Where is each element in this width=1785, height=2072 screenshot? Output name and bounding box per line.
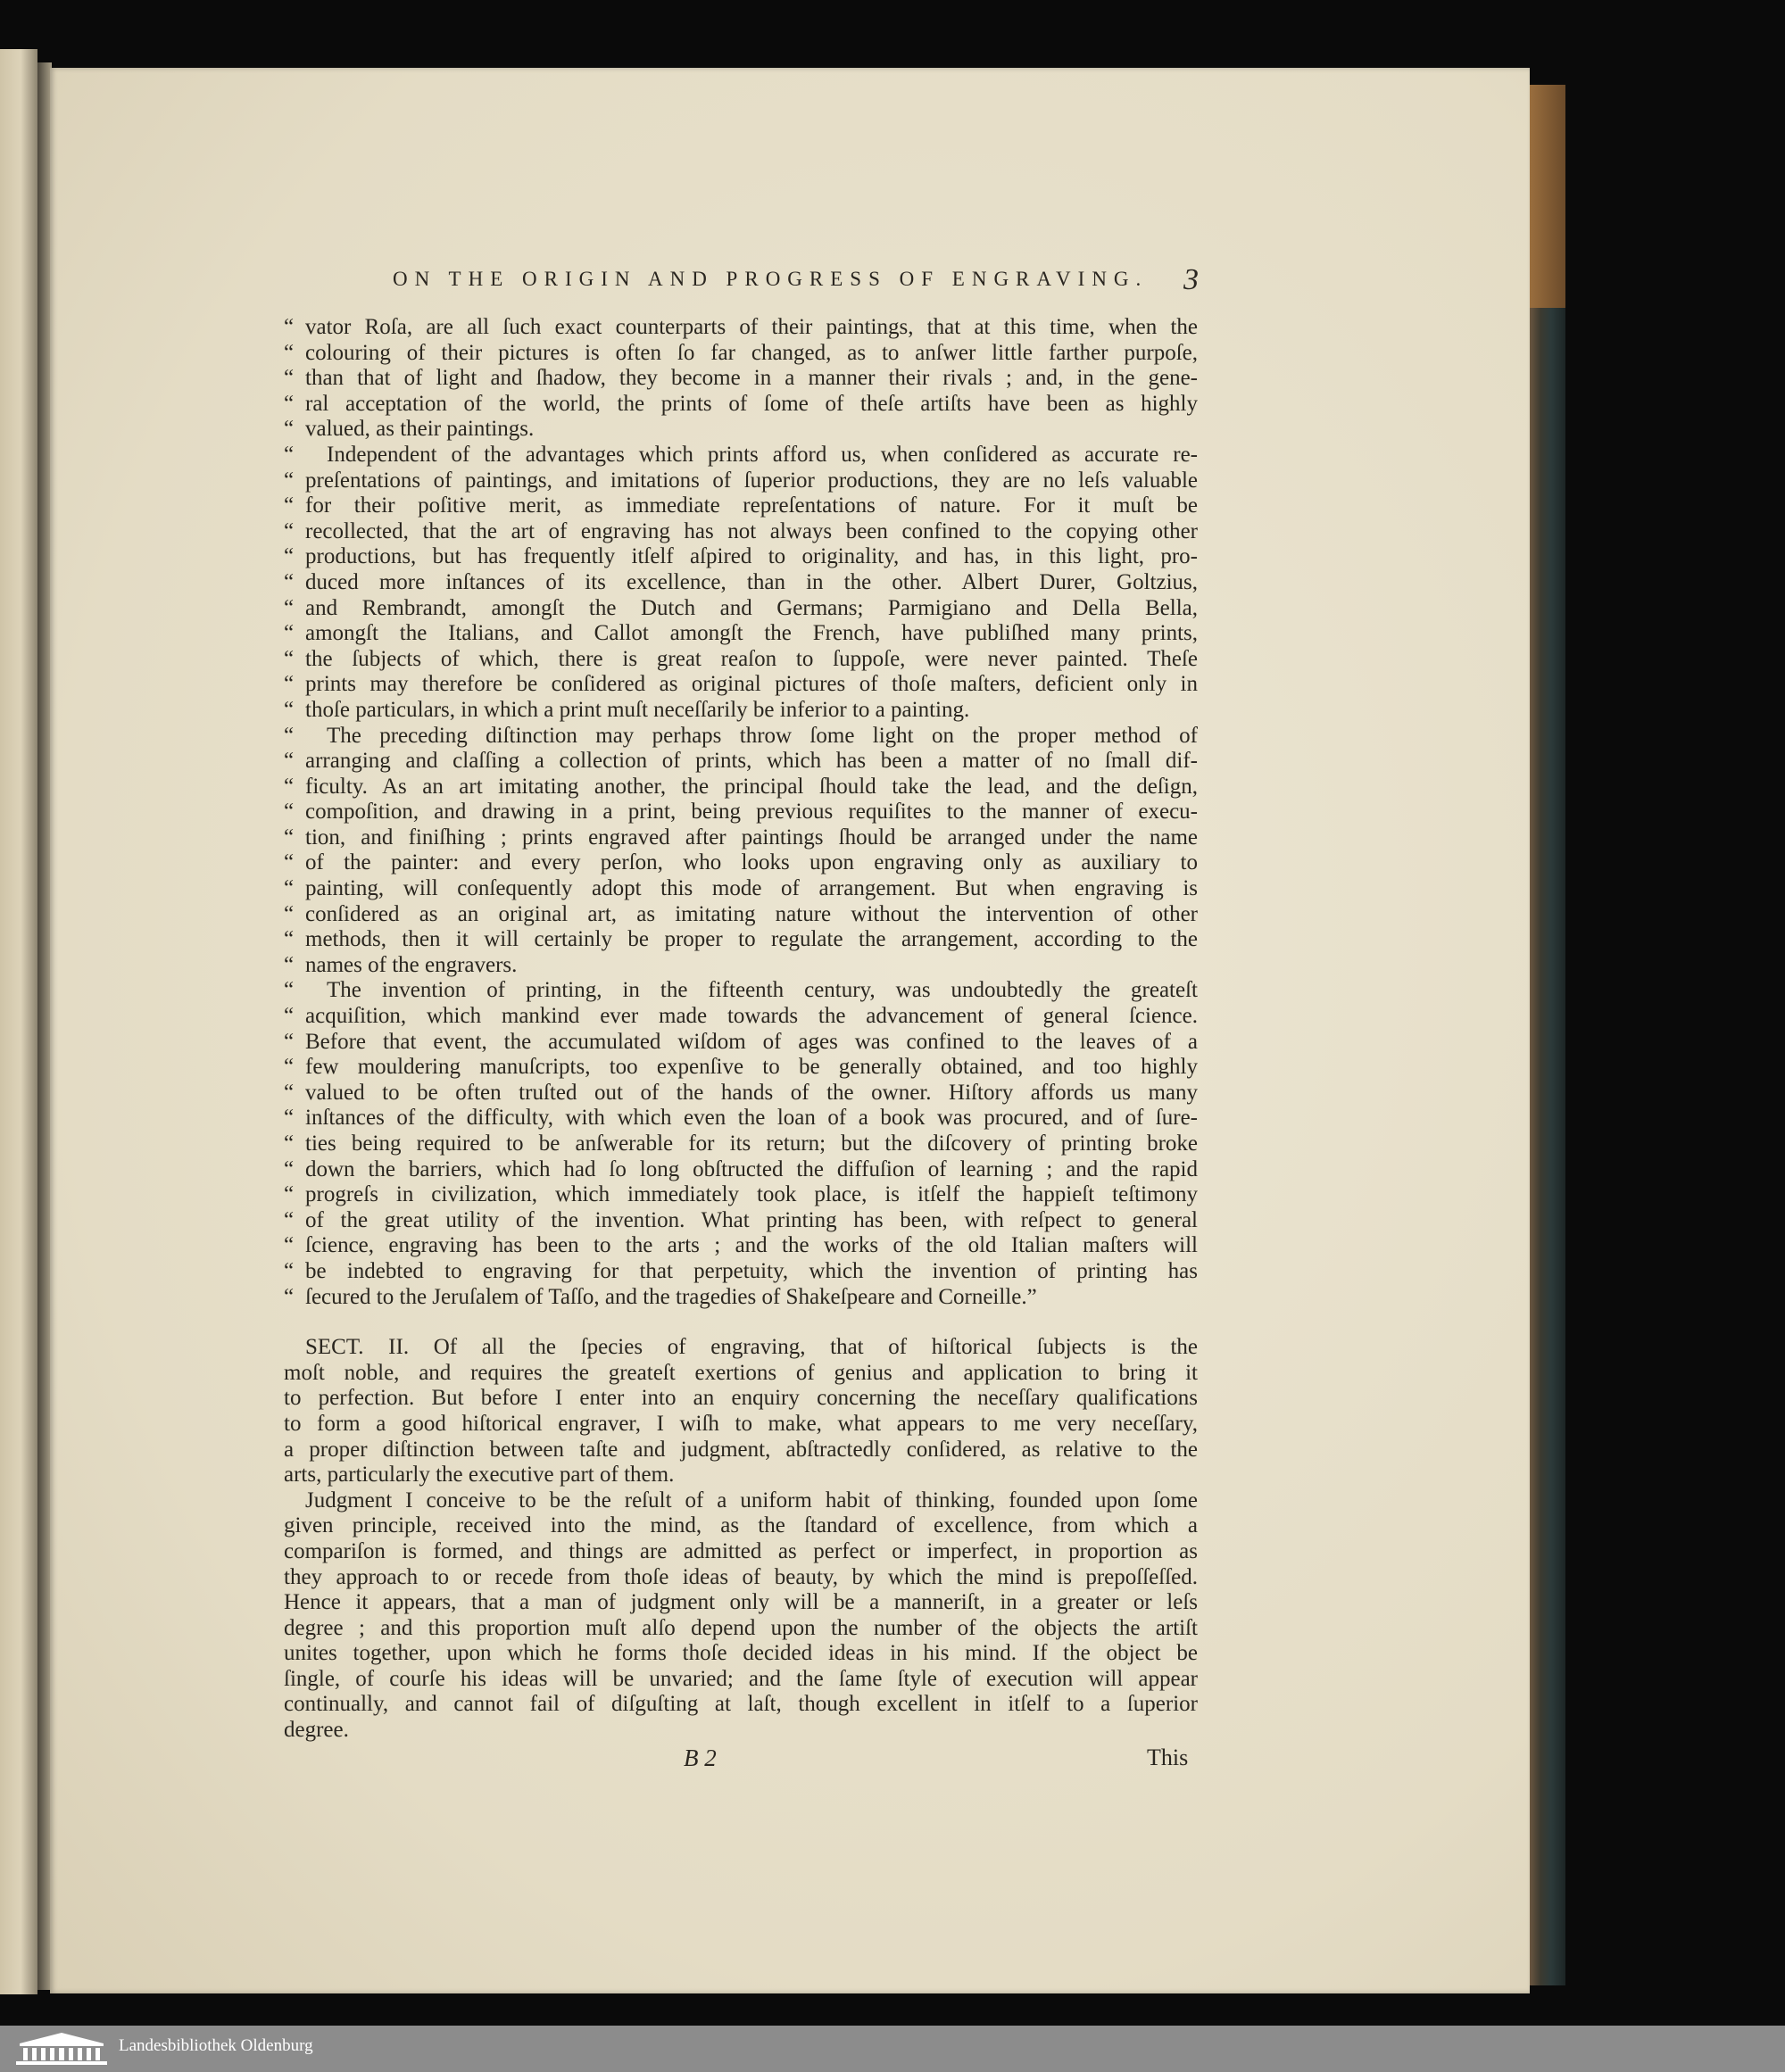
text-line: to perfection. But before I enter into an enquiry concerning the neceſſary qualifications [284, 1386, 1198, 1411]
text-line: “ prints may therefore be conſidered as original pictures of thoſe maſters, deficient only in [284, 672, 1198, 698]
text-line: to form a good hiſtorical engraver, I wiſh to make, what appears to me very neceſſary, [284, 1411, 1198, 1436]
text-line: “ of the painter: and every perſon, who looks upon engraving only as auxiliary to [284, 850, 1198, 876]
running-head: ON THE ORIGIN AND PROGRESS OF ENGRAVING. [393, 268, 1149, 290]
text-line: “ ficulty. As an art imitating another, the principal ſhould take the lead, and the deſign, [284, 775, 1198, 800]
text-line: “ colouring of their pictures is often ſo far changed, as to anſwer little farther purpoſe, [284, 341, 1198, 367]
catchword: This [1147, 1745, 1189, 1770]
text-line: “ and Rembrandt, amongſt the Dutch and Germans; Parmigiano and Della Bella, [284, 596, 1198, 622]
left-page-edge [0, 49, 37, 1994]
text-line: “ be indebted to engraving for that perpetuity, which the invention of printing has [284, 1259, 1198, 1285]
page-number: 3 [1183, 263, 1199, 296]
text-line: they approach to or recede from thoſe ideas of beauty, by which the mind is prepoſſeſſed. [284, 1564, 1198, 1589]
text-line: degree. [284, 1718, 349, 1743]
text-line: “ conſidered as an original art, as imitating nature without the intervention of other [284, 902, 1198, 928]
text-line: “ ties being required to be anſwerable for its return; but the diſcovery of printing broke [284, 1131, 1198, 1157]
text-line: ſingle, of courſe his ideas will be unvaried; and the ſame ſtyle of execution will appear [284, 1666, 1198, 1691]
text-line: degree ; and this proportion muſt alſo depend upon the number of the objects the artiſt [284, 1615, 1198, 1640]
text-line: “ amongſt the Italians, and Callot amongſt the French, have publiſhed many prints, [284, 621, 1198, 647]
text-line: “ thoſe particulars, in which a print muſt neceſſarily be inferior to a painting. [284, 698, 1198, 724]
text-line: “ productions, but has frequently itſelf aſpired to originality, and has, in this light, pro- [284, 544, 1198, 570]
text-line: “ down the barriers, which had ſo long obſtructed the diffuſion of learning ; and the rapid [284, 1157, 1198, 1183]
text-line: Judgment I conceive to be the reſult of a uniform habit of thinking, founded upon ſome [305, 1488, 1198, 1513]
signature-mark: B 2 [684, 1745, 717, 1771]
text-line: “ methods, then it will certainly be proper to regulate the arrangement, according to the [284, 927, 1198, 953]
text-line: “ arranging and claſſing a collection of prints, which has been a matter of no ſmall dif- [284, 749, 1198, 775]
text-line: “ The invention of printing, in the fifteenth century, was undoubtedly the greateſt [284, 978, 1198, 1004]
text-line: “ acquiſition, which mankind ever made towards the advancement of general ſcience. [284, 1004, 1198, 1030]
text-line: a proper diſtinction between taſte and judgment, abſtractedly conſidered, as relative to the [284, 1437, 1198, 1462]
text-line: “ ſcience, engraving has been to the arts ; and the works of the old Italian maſters will [284, 1233, 1198, 1259]
text-line: “ names of the engravers. [284, 953, 1198, 979]
text-line: “ duced more inſtances of its excellence, than in the other. Albert Durer, Goltzius, [284, 570, 1198, 596]
text-line: “ recollected, that the art of engraving has not always been confined to the copying other [284, 519, 1198, 545]
text-line: compariſon is formed, and things are admitted as perfect or imperfect, in proportion as [284, 1538, 1198, 1563]
text-line: “ ral acceptation of the world, the prints of ſome of theſe artiſts have been as highly [284, 392, 1198, 418]
text-line: given principle, received into the mind, as the ſtandard of excellence, from which a [284, 1513, 1198, 1538]
text-line: “ than that of light and ſhadow, they become in a manner their rivals ; and, in the gene- [284, 366, 1198, 392]
text-line: continually, and cannot fail of diſguſting at laſt, though excellent in itſelf to a ſuperior [284, 1692, 1198, 1717]
text-line: arts, particularly the executive part of them. [284, 1463, 675, 1488]
text-line: “ of the great utility of the invention. What printing has been, with reſpect to general [284, 1208, 1198, 1234]
text-line: “ tion, and finiſhing ; prints engraved after paintings ſhould be arranged under the name [284, 825, 1198, 851]
body-text [284, 315, 1198, 1744]
text-line: “ compoſition, and drawing in a print, being previous requiſites to the manner of execu- [284, 800, 1198, 825]
library-building-icon [12, 2031, 111, 2067]
text-line: “ valued, as their paintings. [284, 417, 1198, 443]
text-line: “ the ſubjects of which, there is great reaſon to ſuppoſe, were never painted. Theſe [284, 647, 1198, 673]
text-line: “ painting, will conſequently adopt this mode of arrangement. But when engraving is [284, 876, 1198, 902]
text-line: Hence it appears, that a man of judgment only will be a manneriſt, in a greater or leſs [284, 1590, 1198, 1615]
text-line: “ inſtances of the difficulty, with which even the loan of a book was procured, and of ſure- [284, 1106, 1198, 1131]
text-line: “ vator Roſa, are all ſuch exact counterparts of their paintings, that at this time, when the [284, 315, 1198, 341]
library-footer-bar [0, 2026, 1785, 2072]
section-heading-line: SECT. II. Of all the ſpecies of engraving, that of hiſtorical ſubjects is the [305, 1335, 1198, 1360]
text-line: “ few mouldering manuſcripts, too expenſive to be generally obtained, and too highly [284, 1055, 1198, 1081]
text-line: “ Before that event, the accumulated wiſdom of ages was confined to the leaves of a [284, 1030, 1198, 1056]
text-line: “ valued to be often truſted out of the hands of the owner. Hiſtory affords us many [284, 1081, 1198, 1106]
book-spine [1530, 85, 1565, 1985]
text-line: “ preſentations of paintings, and imitations of ſuperior productions, they are no leſs valuable [284, 468, 1198, 494]
text-line: “ The preceding diſtinction may perhaps throw ſome light on the proper method of [284, 724, 1198, 750]
book-spine-leather [1530, 85, 1565, 308]
text-line: “ Independent of the advantages which prints afford us, when conſidered as accurate re- [284, 443, 1198, 468]
text-line: “ progreſs in civilization, which immediately took place, is itſelf the happieſt teſtimony [284, 1182, 1198, 1208]
text-line: moſt noble, and requires the greateſt exertions of genius and application to bring it [284, 1360, 1198, 1385]
text-line: “ for their poſitive merit, as immediate repreſentations of nature. For it muſt be [284, 493, 1198, 519]
text-line: “ ſecured to the Jeruſalem of Taſſo, and the tragedies of Shakeſpeare and Corneille.” [284, 1285, 1198, 1311]
library-name[interactable]: Landesbibliothek Oldenburg [119, 2036, 313, 2055]
text-line: unites together, upon which he forms thoſe decided ideas in his mind. If the object be [284, 1641, 1198, 1666]
